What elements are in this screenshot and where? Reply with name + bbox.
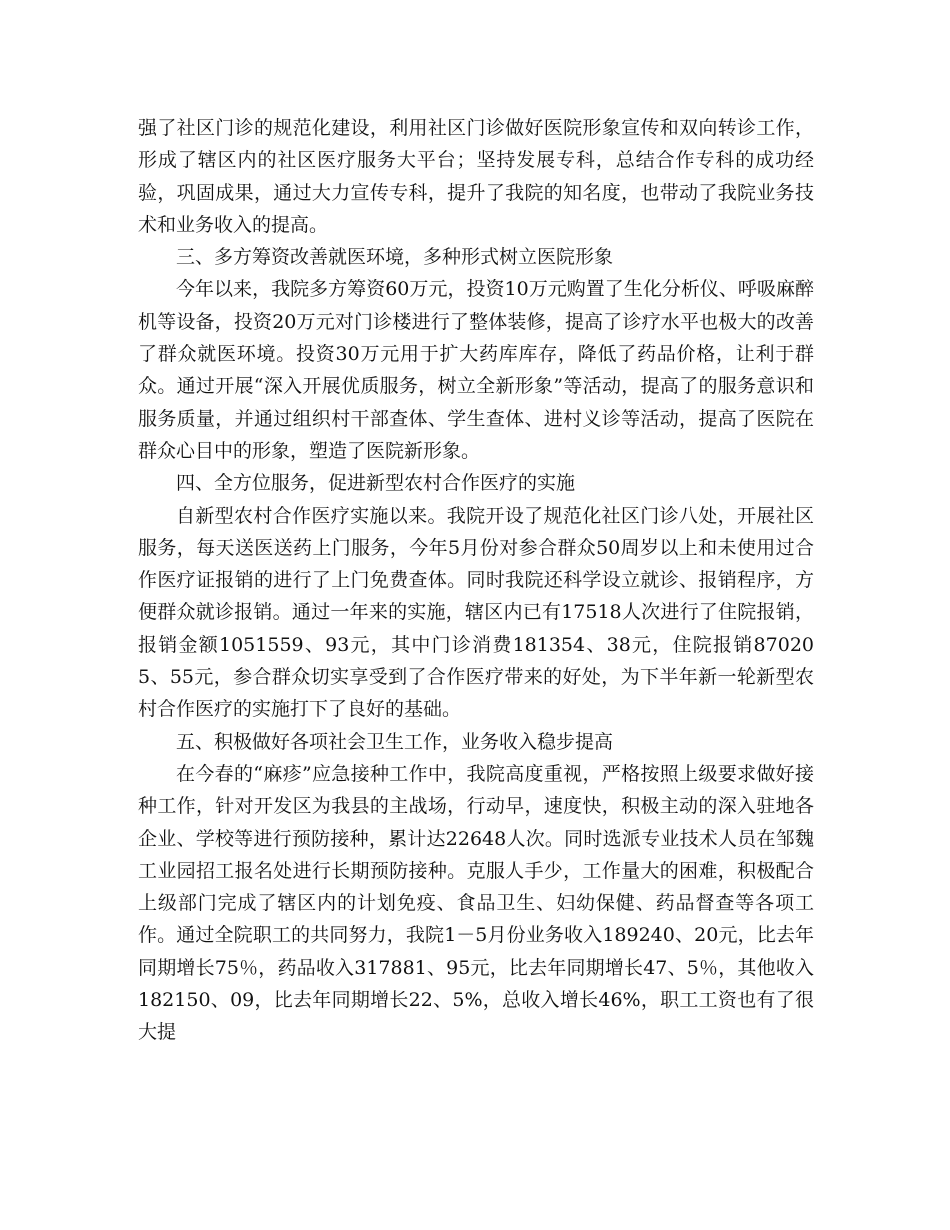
body-paragraph: 在今春的“麻疹”应急接种工作中，我院高度重视，严格按照上级要求做好接种工作，针对开发区为我县的主战场，行动早，速度快，积极主动的深入驻地各企业、学校等进行预防接种，累计达22648人次。同时选派专业技术人员在邹魏工业园招工报名处进行长期预防接种。克服人手少，工作量大的困难，积极配合上级部门完成了辖区内的计划免疫、食品卫生、妇幼保健、药品督查等各项工作。通过全院职工的共同努力，我院1－5月份业务收入189240、20元，比去年同期增长75％，药品收入317881、95元，比去年同期增长47、5％，其他收入182150、09，比去年同期增长22、5%，总收入增长46%，职工工资也有了很大提 [138,762,814,1044]
section-heading: 四、全方位服务，促进新型农村合作医疗的实施 [176,472,576,495]
section-heading: 三、多方筹资改善就医环境，多种形式树立医院形象 [176,246,614,269]
body-paragraph: 强了社区门诊的规范化建设，利用社区门诊做好医院形象宣传和双向转诊工作，形成了辖区内的社区医疗服务大平台；坚持发展专科，总结合作专科的成功经验，巩固成果，通过大力宣传专科，提升了我院的知名度，也带动了我院业务技术和业务收入的提高。 [138,117,814,236]
document-body [138,112,814,1049]
section-heading: 五、积极做好各项社会卫生工作，业务收入稳步提高 [176,730,614,753]
body-paragraph: 今年以来，我院多方筹资60万元，投资10万元购置了生化分析仪、呼吸麻醉机等设备，投资20万元对门诊楼进行了整体装修，提高了诊疗水平也极大的改善了群众就医环境。投资30万元用于扩大药库库存，降低了药品价格，让利于群众。通过开展“深入开展优质服务，树立全新形象”等活动，提高了的服务意识和服务质量，并通过组织村干部查体、学生查体、进村义诊等活动，提高了医院在群众心目中的形象，塑造了医院新形象。 [138,278,814,462]
body-paragraph: 自新型农村合作医疗实施以来。我院开设了规范化社区门诊八处，开展社区服务，每天送医送药上门服务，今年5月份对参合群众50周岁以上和未使用过合作医疗证报销的进行了上门免费查体。同时我院还科学设立就诊、报销程序，方便群众就诊报销。通过一年来的实施，辖区内已有17518人次进行了住院报销，报销金额1051559、93元，其中门诊消费181354、38元，住院报销870205、55元，参合群众切实享受到了合作医疗带来的好处，为下半年新一轮新型农村合作医疗的实施打下了良好的基础。 [138,504,814,721]
